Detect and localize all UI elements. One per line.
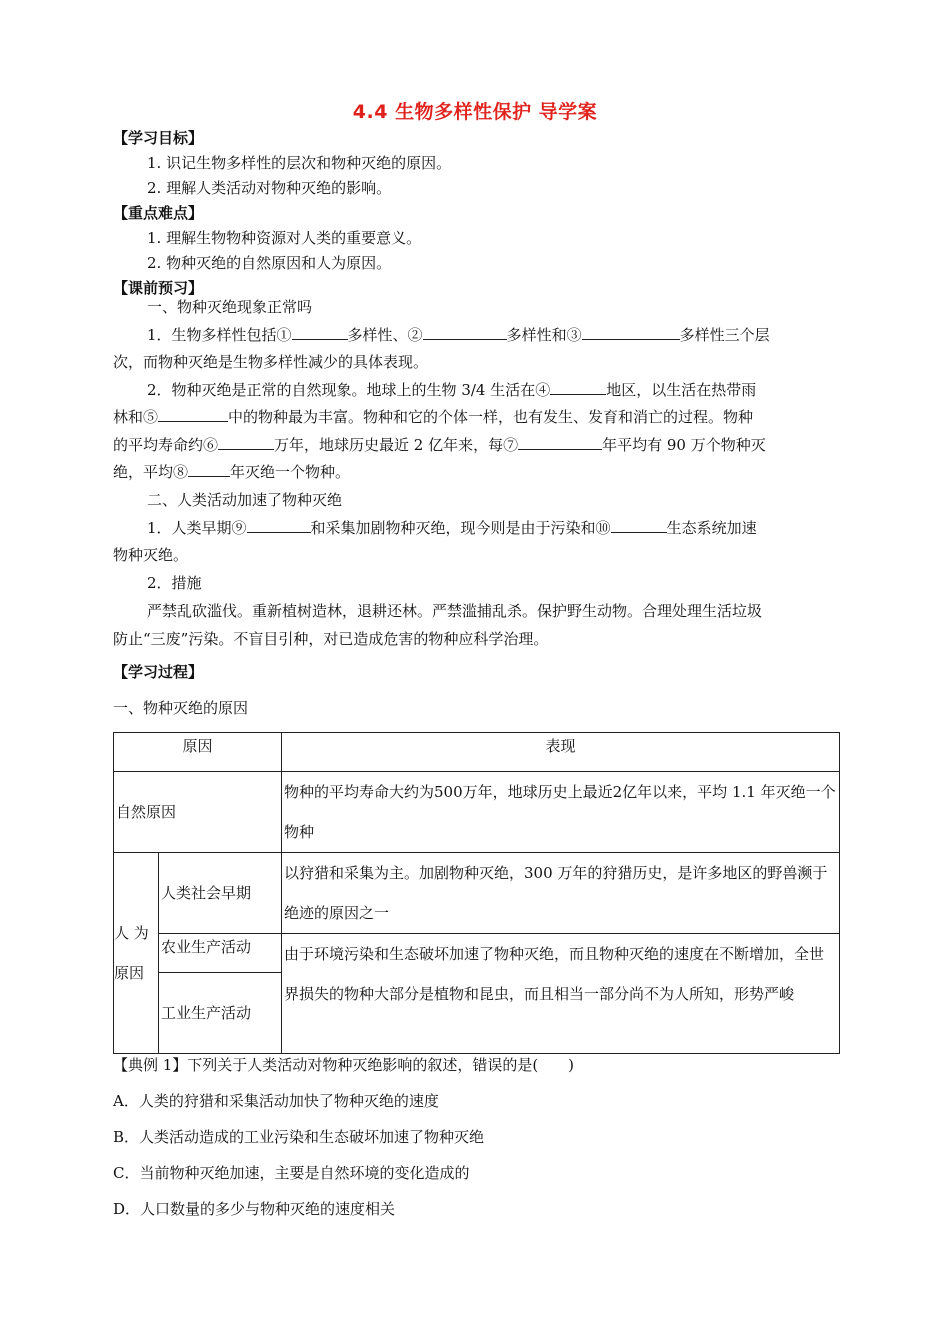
cell-industry-label: 工业生产活动 (159, 973, 282, 1054)
preview-paragraph2-line3: 的平均寿命约⑥ 万年，地球历史最近 2 亿年来，每⑦ 年平均有 90 万个物种灭 (113, 436, 766, 454)
preview-paragraph3: 1．人类早期⑨ 和采集加剧物种灭绝，现今则是由于污染和⑩ 生态系统加速 (147, 519, 757, 537)
objective-item: 2. 理解人类活动对物种灭绝的影响。 (147, 179, 392, 197)
cell-natural-text: 物种的平均寿命大约为500万年，地球历史上最近2亿年以来，平均 1.1 年灭绝一个物种 (282, 772, 840, 853)
blank-4[interactable] (550, 380, 606, 395)
preview-section1-title: 一、物种灭绝现象正常吗 (147, 298, 313, 316)
preview-paragraph5: 严禁乱砍滥伐。重新植树造林，退耕还林。严禁滥捕乱杀。保护野生动物。合理处理生活垃圾 (147, 602, 763, 620)
table-row (114, 853, 840, 934)
option-d[interactable]: D．人口数量的多少与物种灭绝的速度相关 (113, 1200, 396, 1218)
option-a[interactable]: A．人类的狩猎和采集活动加快了物种灭绝的速度 (113, 1092, 439, 1110)
preview-paragraph1: 1．生物多样性包括① 多样性、② 多样性和③ 多样性三个层 (147, 326, 770, 344)
header-manifestation: 表现 (282, 733, 840, 772)
example-stem: 【典例 1】下列关于人类活动对物种灭绝影响的叙述，错误的是( ) (113, 1056, 575, 1074)
blank-9[interactable] (247, 518, 311, 533)
table-row (114, 772, 840, 853)
page-title: 4.4 生物多样性保护 导学案 (352, 101, 598, 123)
objective-item: 1. 识记生物多样性的层次和物种灭绝的原因。 (147, 154, 452, 172)
blank-6[interactable] (218, 435, 274, 450)
preview-paragraph2: 2．物种灭绝是正常的自然现象。地球上的生物 3/4 生活在④ 地区，以生活在热带雨 (147, 381, 757, 399)
difficulty-item: 2. 物种灭绝的自然原因和人为原因。 (147, 254, 392, 272)
blank-10[interactable] (611, 518, 667, 533)
option-b[interactable]: B．人类活动造成的工业污染和生态破坏加速了物种灭绝 (113, 1128, 485, 1146)
preview-paragraph5-line2: 防止“三废”污染。不盲目引种，对已造成危害的物种应科学治理。 (113, 630, 549, 648)
preview-paragraph4: 2．措施 (147, 574, 202, 592)
process-section1-title: 一、物种灭绝的原因 (113, 699, 249, 717)
preview-paragraph2-line4: 绝，平均⑧ 年灭绝一个物种。 (113, 463, 351, 481)
blank-8[interactable] (188, 462, 230, 477)
difficulty-item: 1. 理解生物物种资源对人类的重要意义。 (147, 229, 422, 247)
extinction-causes-table (113, 732, 840, 1054)
header-reason: 原因 (114, 733, 282, 772)
cell-natural-label: 自然原因 (114, 772, 282, 853)
objectives-heading: 【学习目标】 (113, 129, 204, 147)
preview-section2-title: 二、人类活动加速了物种灭绝 (147, 491, 343, 509)
preview-heading: 【课前预习】 (113, 279, 204, 297)
cell-early-text: 以狩猎和采集为主。加剧物种灭绝，300 万年的狩猎历史，是许多地区的野兽濒于绝迹的原因之一 (282, 853, 840, 934)
option-c[interactable]: C．当前物种灭绝加速，主要是自然环境的变化造成的 (113, 1164, 470, 1182)
table-row (114, 934, 840, 973)
difficulties-heading: 【重点难点】 (113, 204, 204, 222)
table-header-row (114, 733, 840, 772)
cell-agri-text: 由于环境污染和生态破坏加速了物种灭绝，而且物种灭绝的速度在不断增加，全世界损失的物种大部分是植物和昆虫，而且相当一部分尚不为人所知，形势严峻 (282, 934, 840, 1054)
cell-agri-label: 农业生产活动 (159, 934, 282, 973)
cell-human-label: 人 为原因 (114, 853, 159, 1054)
preview-paragraph1-line2: 次，而物种灭绝是生物多样性减少的具体表现。 (113, 353, 429, 371)
preview-paragraph3-line2: 物种灭绝。 (113, 546, 189, 564)
preview-paragraph2-line2: 林和⑤ 中的物种最为丰富。物种和它的个体一样，也有发生、发育和消亡的过程。物种 (113, 408, 754, 426)
cell-early-label: 人类社会早期 (159, 853, 282, 934)
blank-3[interactable] (582, 325, 680, 340)
blank-5[interactable] (158, 407, 228, 422)
blank-7[interactable] (518, 435, 602, 450)
process-heading: 【学习过程】 (113, 663, 204, 681)
blank-1[interactable] (292, 325, 348, 340)
blank-2[interactable] (423, 325, 507, 340)
